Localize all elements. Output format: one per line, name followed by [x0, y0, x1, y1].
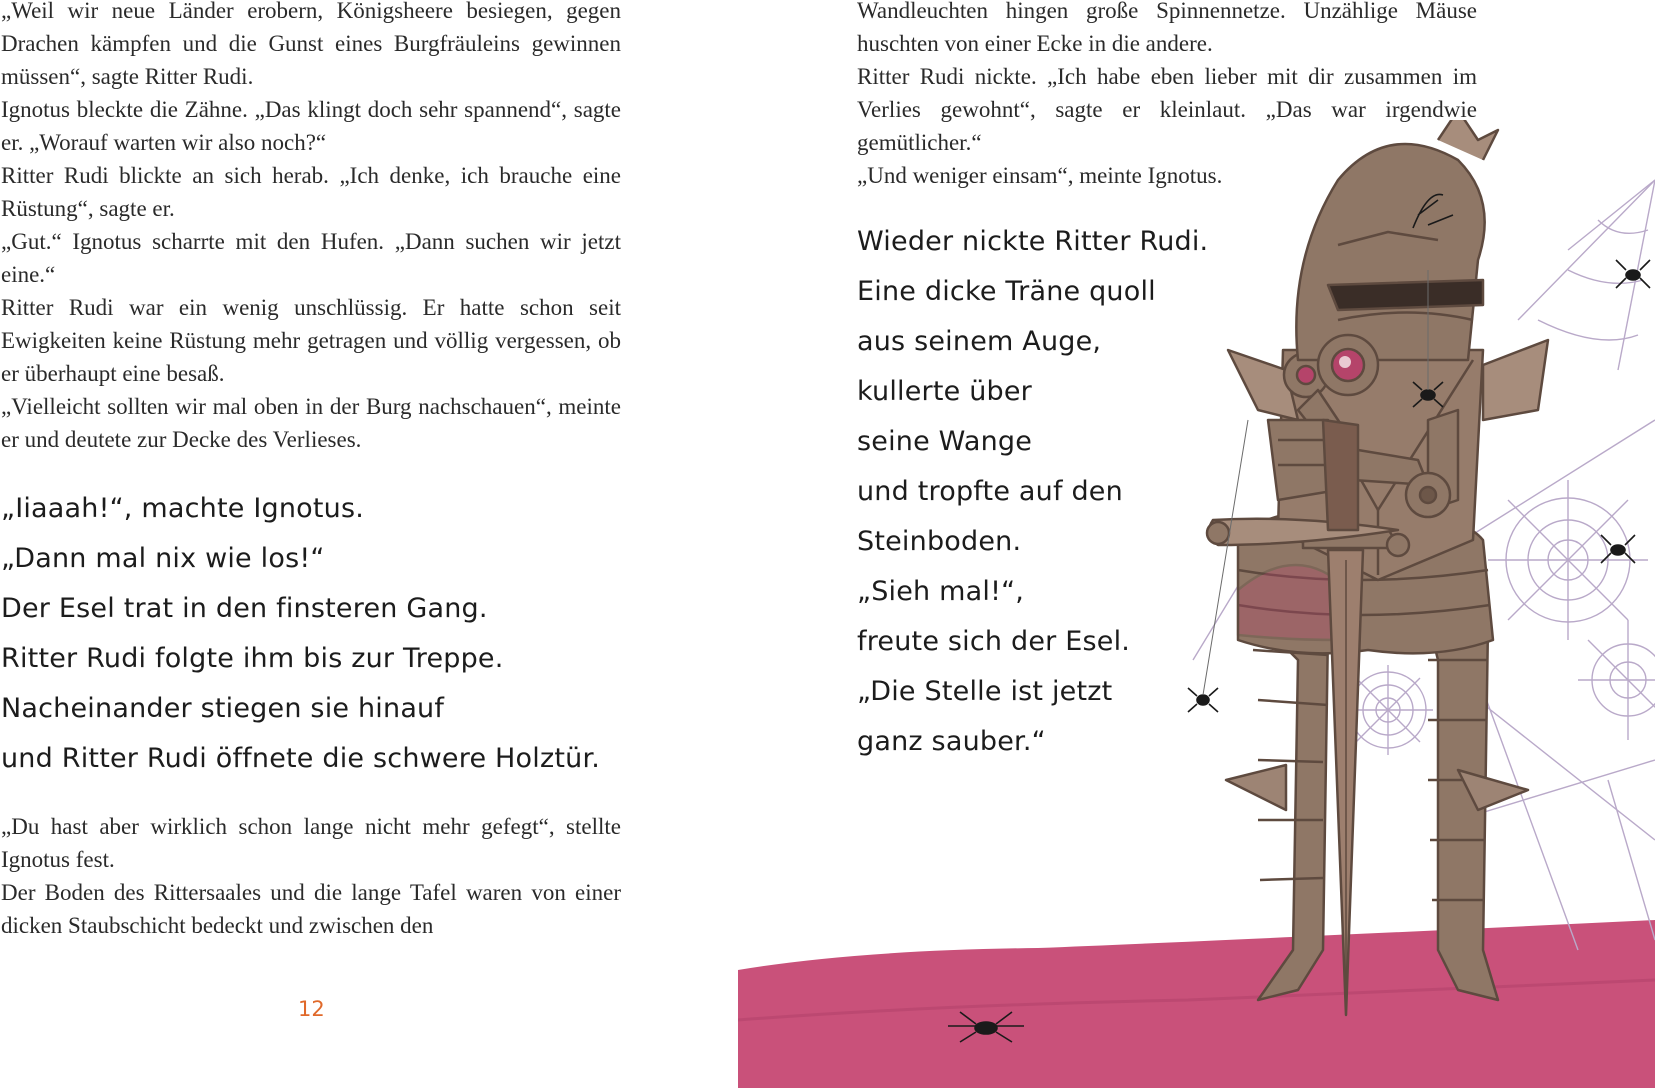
paragraph: Ritter Rudi nickte. „Ich habe eben lieber mit dir zusammen im Verlies gewohnt“, sagte er kleinlaut. „Das war irgendwie gemütlicher.“	[857, 64, 1477, 155]
paragraph: Ritter Rudi war ein wenig unschlüssig. Er hatte schon seit Ewigkeiten keine Rüstung mehr getragen und völlig vergessen, ob er überhaupt eine besaß.	[1, 295, 621, 386]
paragraph: „Vielleicht sollten wir mal oben in der Burg nachschauen“, meinte er und deutete zur Decke des Verlieses.	[1, 394, 621, 452]
page-number: 12	[298, 997, 325, 1021]
large-line: Eine dicke Träne quoll	[857, 276, 1156, 307]
paragraph: „Du hast aber wirklich schon lange nicht mehr gefegt“, stellte Ignotus fest.	[1, 814, 621, 872]
paragraph: „Und weniger einsam“, meinte Ignotus.	[857, 163, 1223, 188]
paragraph: Ritter Rudi blickte an sich herab. „Ich denke, ich brauche eine Rüstung“, sagte er.	[1, 163, 621, 221]
large-line: „Dann mal nix wie los!“	[1, 543, 325, 574]
large-line: seine Wange	[857, 426, 1033, 457]
large-line: und Ritter Rudi öffnete die schwere Holztür.	[1, 743, 601, 774]
large-line: und tropfte auf den	[857, 476, 1123, 507]
large-line: kullerte über	[857, 376, 1032, 407]
large-line: „Die Stelle ist jetzt	[857, 676, 1113, 707]
paragraph: „Weil wir neue Länder erobern, Königsheere besiegen, gegen Drachen kämpfen und die Gunst eines Burgfräuleins gewinnen müssen“, sagte Ritter Rudi.	[1, 0, 621, 89]
paragraph: Wandleuchten hingen große Spinnennetze. Unzählige Mäuse huschten von einer Ecke in die andere.	[857, 0, 1477, 56]
paragraph: Der Boden des Rittersaales und die lange Tafel waren von einer dicken Staubschicht bedeckt und zwischen den	[1, 880, 621, 938]
paragraph: Ignotus bleckte die Zähne. „Das klingt doch sehr spannend“, sagte er. „Worauf warten wir also noch?“	[1, 97, 621, 155]
paragraph: „Gut.“ Ignotus scharrte mit den Hufen. „Dann suchen wir jetzt eine.“	[1, 229, 621, 287]
large-line: freute sich der Esel.	[857, 626, 1131, 657]
left-bottom-text	[1, 810, 621, 942]
large-line: „Iiaaah!“, machte Ignotus.	[1, 493, 365, 524]
large-line: aus seinem Auge,	[857, 326, 1102, 357]
large-line: Der Esel trat in den finsteren Gang.	[1, 593, 488, 624]
right-top-text	[857, 0, 1477, 192]
right-large-text	[857, 217, 1237, 767]
left-top-text	[1, 0, 621, 456]
large-line: „Sieh mal!“,	[857, 576, 1025, 607]
large-line: Nacheinander stiegen sie hinauf	[1, 693, 445, 724]
large-line: ganz sauber.“	[857, 726, 1046, 757]
large-line: Steinboden.	[857, 526, 1022, 557]
left-large-text	[1, 484, 701, 784]
large-line: Ritter Rudi folgte ihm bis zur Treppe.	[1, 643, 504, 674]
large-line: Wieder nickte Ritter Rudi.	[857, 226, 1209, 257]
